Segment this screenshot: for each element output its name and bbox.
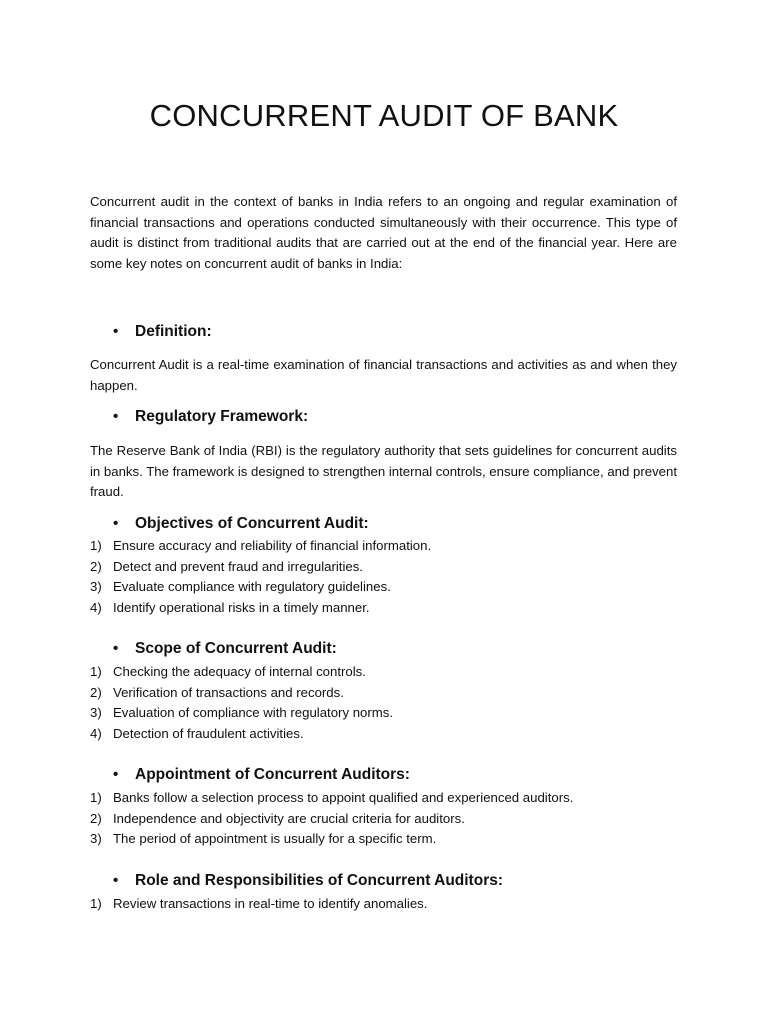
section-heading-text: Objectives of Concurrent Audit: xyxy=(135,515,369,532)
list-item xyxy=(90,788,677,809)
list-item-text: Evaluate compliance with regulatory guidelines. xyxy=(113,579,391,594)
bullet-icon: • xyxy=(113,408,119,425)
list-item-text: Checking the adequacy of internal controls. xyxy=(113,664,366,679)
list-number: 1) xyxy=(90,664,102,679)
list-item xyxy=(90,536,677,557)
bullet-icon: • xyxy=(113,323,119,340)
bullet-icon: • xyxy=(113,766,119,783)
list-number: 1) xyxy=(90,896,102,911)
scope-list xyxy=(90,662,677,744)
list-item xyxy=(90,724,677,745)
section-heading-text: Appointment of Concurrent Auditors: xyxy=(135,766,410,783)
list-item-text: Review transactions in real-time to identify anomalies. xyxy=(113,896,428,911)
list-item-text: Detect and prevent fraud and irregularities. xyxy=(113,558,363,574)
list-item xyxy=(90,557,677,578)
bullet-icon: • xyxy=(113,515,119,532)
list-item-text: Verification of transactions and records. xyxy=(113,684,344,700)
regulatory-framework-paragraph: The Reserve Bank of India (RBI) is the regulatory authority that sets guidelines for concurrent audits in banks. The framework is designed to strengthen internal controls, ensure compliance, and prevent fraud. xyxy=(90,443,677,499)
section-heading-text: Role and Responsibilities of Concurrent Auditors: xyxy=(135,872,504,889)
list-number: 2) xyxy=(90,558,102,574)
list-number: 2) xyxy=(90,684,102,700)
list-item-text: Evaluation of compliance with regulatory norms. xyxy=(113,705,394,720)
role-responsibilities-list xyxy=(90,894,677,915)
document-title: CONCURRENT AUDIT OF BANK xyxy=(149,98,619,133)
bullet-icon: • xyxy=(113,872,119,889)
objectives-list xyxy=(90,536,677,618)
list-item-text: Identify operational risks in a timely manner. xyxy=(113,599,370,615)
list-number: 3) xyxy=(90,831,102,846)
section-heading-role-responsibilities xyxy=(90,872,677,890)
list-item xyxy=(90,577,677,598)
list-item-text: The period of appointment is usually for a specific term. xyxy=(113,831,437,846)
list-item xyxy=(90,703,677,724)
list-item-text: Banks follow a selection process to appoint qualified and experienced auditors. xyxy=(113,790,574,805)
list-item xyxy=(90,829,677,850)
list-number: 1) xyxy=(90,790,102,805)
section-heading-appointment xyxy=(90,766,677,784)
section-heading-text: Regulatory Framework: xyxy=(135,408,309,425)
bullet-icon: • xyxy=(113,640,119,657)
intro-paragraph: Concurrent audit in the context of banks in India refers to an ongoing and regular examination of financial transactions and operations conducted simultaneously with their occurrence. This type of audit is distinct from traditional audits that are carried out at the end of the financial year. Here are some key notes on concurrent audit of banks in India: xyxy=(90,194,677,271)
appointment-list xyxy=(90,788,677,850)
section-heading-regulatory-framework xyxy=(90,408,677,426)
list-item xyxy=(90,598,677,619)
list-item xyxy=(90,894,677,915)
section-heading-text: Definition: xyxy=(135,323,212,340)
list-number: 4) xyxy=(90,725,102,741)
list-number: 3) xyxy=(90,579,102,594)
section-heading-definition xyxy=(90,323,677,341)
list-number: 2) xyxy=(90,810,102,826)
definition-paragraph: Concurrent Audit is a real-time examination of financial transactions and activities as and when they happen. xyxy=(90,357,677,393)
list-item-text: Detection of fraudulent activities. xyxy=(113,725,304,741)
list-item-text: Ensure accuracy and reliability of financial information. xyxy=(113,538,432,553)
list-number: 4) xyxy=(90,599,102,615)
list-item-text: Independence and objectivity are crucial criteria for auditors. xyxy=(113,810,465,826)
list-number: 3) xyxy=(90,705,102,720)
list-item xyxy=(90,809,677,830)
list-number: 1) xyxy=(90,538,102,553)
section-heading-objectives xyxy=(90,515,677,533)
list-item xyxy=(90,662,677,683)
section-heading-text: Scope of Concurrent Audit: xyxy=(135,640,337,657)
list-item xyxy=(90,683,677,704)
section-heading-scope xyxy=(90,640,677,658)
